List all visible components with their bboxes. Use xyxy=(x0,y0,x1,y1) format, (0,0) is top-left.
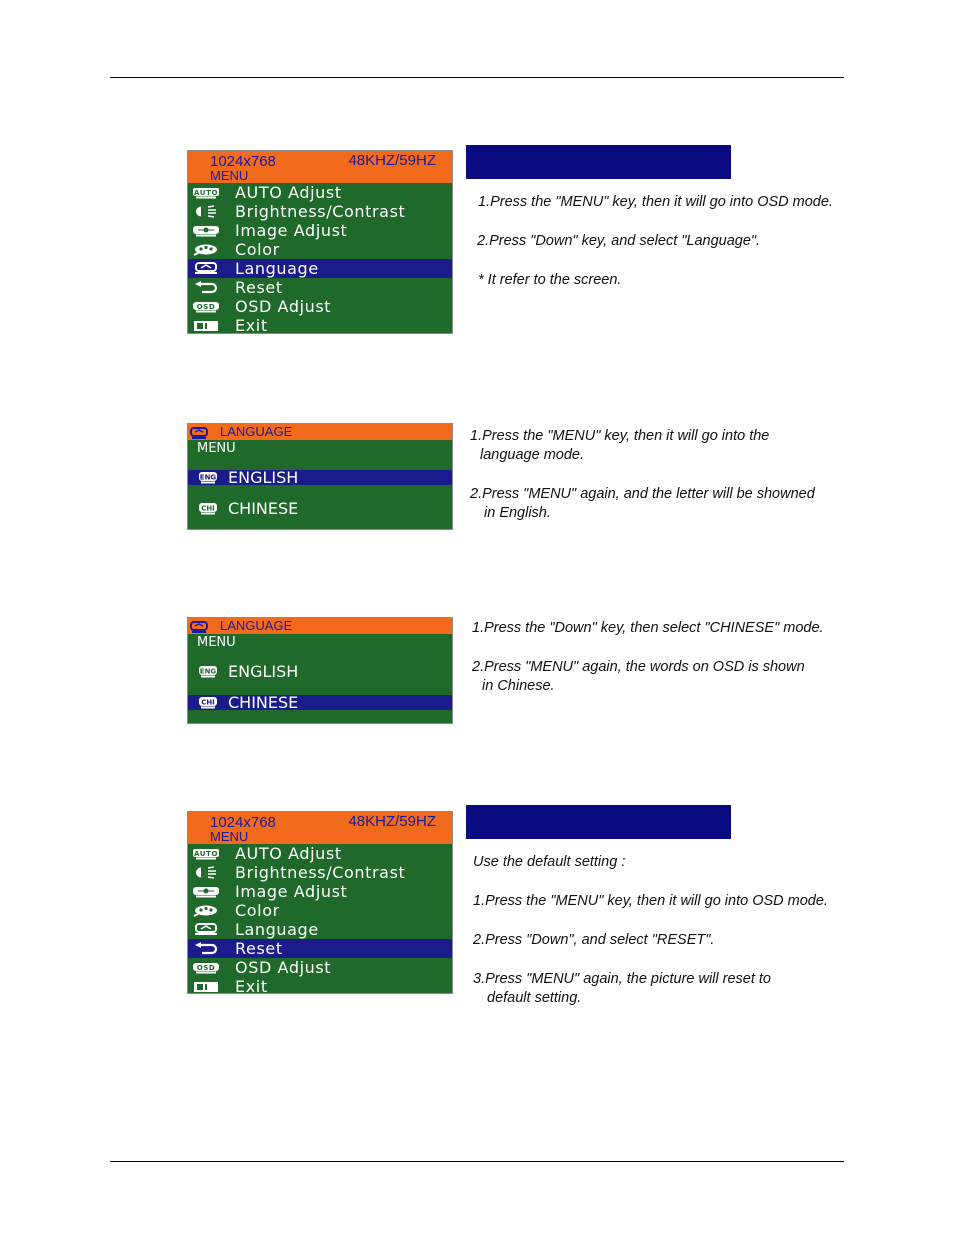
image-icon xyxy=(191,885,221,899)
osd-menu-item-label: AUTO Adjust xyxy=(235,844,342,863)
osd-menu-item-label: Exit xyxy=(235,316,268,334)
section2-step-2-cont: in English. xyxy=(484,505,551,521)
reset-icon xyxy=(191,281,221,295)
language-icon xyxy=(191,923,221,937)
osd-menu-item-label: Exit xyxy=(235,977,268,994)
svg-text:ENG: ENG xyxy=(199,667,217,676)
language-option-label: CHINESE xyxy=(228,499,299,518)
osd-menu-item-label: OSD Adjust xyxy=(235,297,332,316)
reset-icon xyxy=(191,942,221,956)
osd-menu-item-exit[interactable] xyxy=(188,316,452,334)
section1-note: * It refer to the screen. xyxy=(478,272,622,288)
osd-icon xyxy=(191,961,221,975)
osd-menu-item-exit[interactable] xyxy=(188,977,452,994)
osd-menu-item-auto-adjust[interactable] xyxy=(188,183,452,202)
osd-menu-item-osd-adjust[interactable] xyxy=(188,958,452,977)
svg-text:OSD: OSD xyxy=(196,302,216,311)
section3-step-2-cont: in Chinese. xyxy=(482,678,555,694)
language-title: LANGUAGE xyxy=(220,424,293,439)
section4-intro: Use the default setting : xyxy=(473,854,626,870)
osd-icon xyxy=(191,300,221,314)
language-menu-chinese xyxy=(187,617,453,724)
osd-menu-item-brightness-contrast[interactable] xyxy=(188,202,452,221)
section-title-bar-language xyxy=(466,145,731,179)
language-menu-english xyxy=(187,423,453,530)
osd-menu-item-auto-adjust[interactable] xyxy=(188,844,452,863)
svg-text:OSD: OSD xyxy=(196,963,216,972)
osd-menu-item-label: OSD Adjust xyxy=(235,958,332,977)
section1-step-1: 1.Press the "MENU" key, then it will go into OSD mode. xyxy=(478,194,833,210)
osd-menu-item-brightness-contrast[interactable] xyxy=(188,863,452,882)
svg-text:CHI: CHI xyxy=(201,698,215,707)
section2-step-1: 1.Press the "MENU" key, then it will go into the xyxy=(470,428,770,444)
osd-menu-item-reset[interactable] xyxy=(188,939,452,958)
osd-menu-item-label: Language xyxy=(235,259,319,278)
section4-step-3-cont: default setting. xyxy=(487,990,582,1006)
auto-icon xyxy=(191,186,221,200)
osd-menu-item-label: Reset xyxy=(235,939,283,958)
osd-main-menu-reset xyxy=(187,811,453,994)
osd-menu-item-color[interactable] xyxy=(188,240,452,259)
svg-text:AUTO: AUTO xyxy=(193,188,219,197)
svg-text:CHI: CHI xyxy=(201,504,215,513)
osd-resolution: 1024x768 xyxy=(210,153,276,170)
language-option-label: ENGLISH xyxy=(228,468,299,487)
chinese-icon xyxy=(198,696,220,709)
osd-main-menu-language xyxy=(187,150,453,334)
osd-frequency: 48KHZ/59HZ xyxy=(348,152,436,169)
color-icon xyxy=(191,904,221,918)
svg-text:ENG: ENG xyxy=(199,473,217,482)
brightness-icon xyxy=(191,205,221,219)
chinese-icon xyxy=(198,502,220,515)
osd-menu-item-language[interactable] xyxy=(188,920,452,939)
english-icon xyxy=(198,665,220,678)
brightness-icon xyxy=(191,866,221,880)
section3-step-1: 1.Press the "Down" key, then select "CHINESE" mode. xyxy=(472,620,824,636)
osd-frequency: 48KHZ/59HZ xyxy=(348,813,436,830)
osd-menu-item-label: Reset xyxy=(235,278,283,297)
language-icon xyxy=(191,262,221,276)
language-option-label: CHINESE xyxy=(228,693,299,712)
osd-menu-item-image-adjust[interactable] xyxy=(188,882,452,901)
osd-menu-item-label: Image Adjust xyxy=(235,221,348,240)
section2-step-1-cont: language mode. xyxy=(480,447,584,463)
language-option-chinese[interactable] xyxy=(188,695,452,710)
section3-step-2: 2.Press "MENU" again, the words on OSD is shown xyxy=(472,659,805,675)
osd-menu-item-label: Brightness/Contrast xyxy=(235,202,406,221)
language-header xyxy=(188,618,452,634)
language-option-label: ENGLISH xyxy=(228,662,299,681)
osd-menu-item-osd-adjust[interactable] xyxy=(188,297,452,316)
language-option-english[interactable] xyxy=(188,470,452,485)
section1-step-2: 2.Press "Down" key, and select "Language". xyxy=(477,233,761,249)
exit-icon xyxy=(191,980,221,994)
svg-text:AUTO: AUTO xyxy=(193,849,219,858)
auto-icon xyxy=(191,847,221,861)
section4-step-1: 1.Press the "MENU" key, then it will go into OSD mode. xyxy=(473,893,828,909)
osd-header xyxy=(188,151,452,183)
language-menu-label: MENU xyxy=(197,441,236,456)
section2-step-2: 2.Press "MENU" again, and the letter will be showned xyxy=(470,486,815,502)
osd-menu-item-label: Language xyxy=(235,920,319,939)
image-icon xyxy=(191,224,221,238)
language-option-chinese[interactable] xyxy=(188,501,452,516)
section4-step-3: 3.Press "MENU" again, the picture will reset to xyxy=(473,971,771,987)
section-title-bar-reset xyxy=(466,805,731,839)
osd-menu-item-image-adjust[interactable] xyxy=(188,221,452,240)
osd-menu-item-label: Image Adjust xyxy=(235,882,348,901)
osd-menu-item-label: AUTO Adjust xyxy=(235,183,342,202)
osd-header xyxy=(188,812,452,844)
section4-step-2: 2.Press "Down", and select "RESET". xyxy=(473,932,715,948)
language-option-english[interactable] xyxy=(188,664,452,679)
osd-menu-item-label: Color xyxy=(235,901,280,920)
osd-menu-label: MENU xyxy=(210,168,249,183)
english-icon xyxy=(198,471,220,484)
color-icon xyxy=(191,243,221,257)
footer-rule xyxy=(110,1161,844,1162)
language-header xyxy=(188,424,452,440)
language-menu-label: MENU xyxy=(197,635,236,650)
language-title: LANGUAGE xyxy=(220,618,293,633)
osd-menu-item-label: Color xyxy=(235,240,280,259)
exit-icon xyxy=(191,319,221,333)
osd-menu-label: MENU xyxy=(210,829,249,844)
osd-resolution: 1024x768 xyxy=(210,814,276,831)
osd-menu-item-reset[interactable] xyxy=(188,278,452,297)
osd-menu-item-color[interactable] xyxy=(188,901,452,920)
header-rule xyxy=(110,77,844,78)
osd-menu-item-language[interactable] xyxy=(188,259,452,278)
osd-menu-item-label: Brightness/Contrast xyxy=(235,863,406,882)
